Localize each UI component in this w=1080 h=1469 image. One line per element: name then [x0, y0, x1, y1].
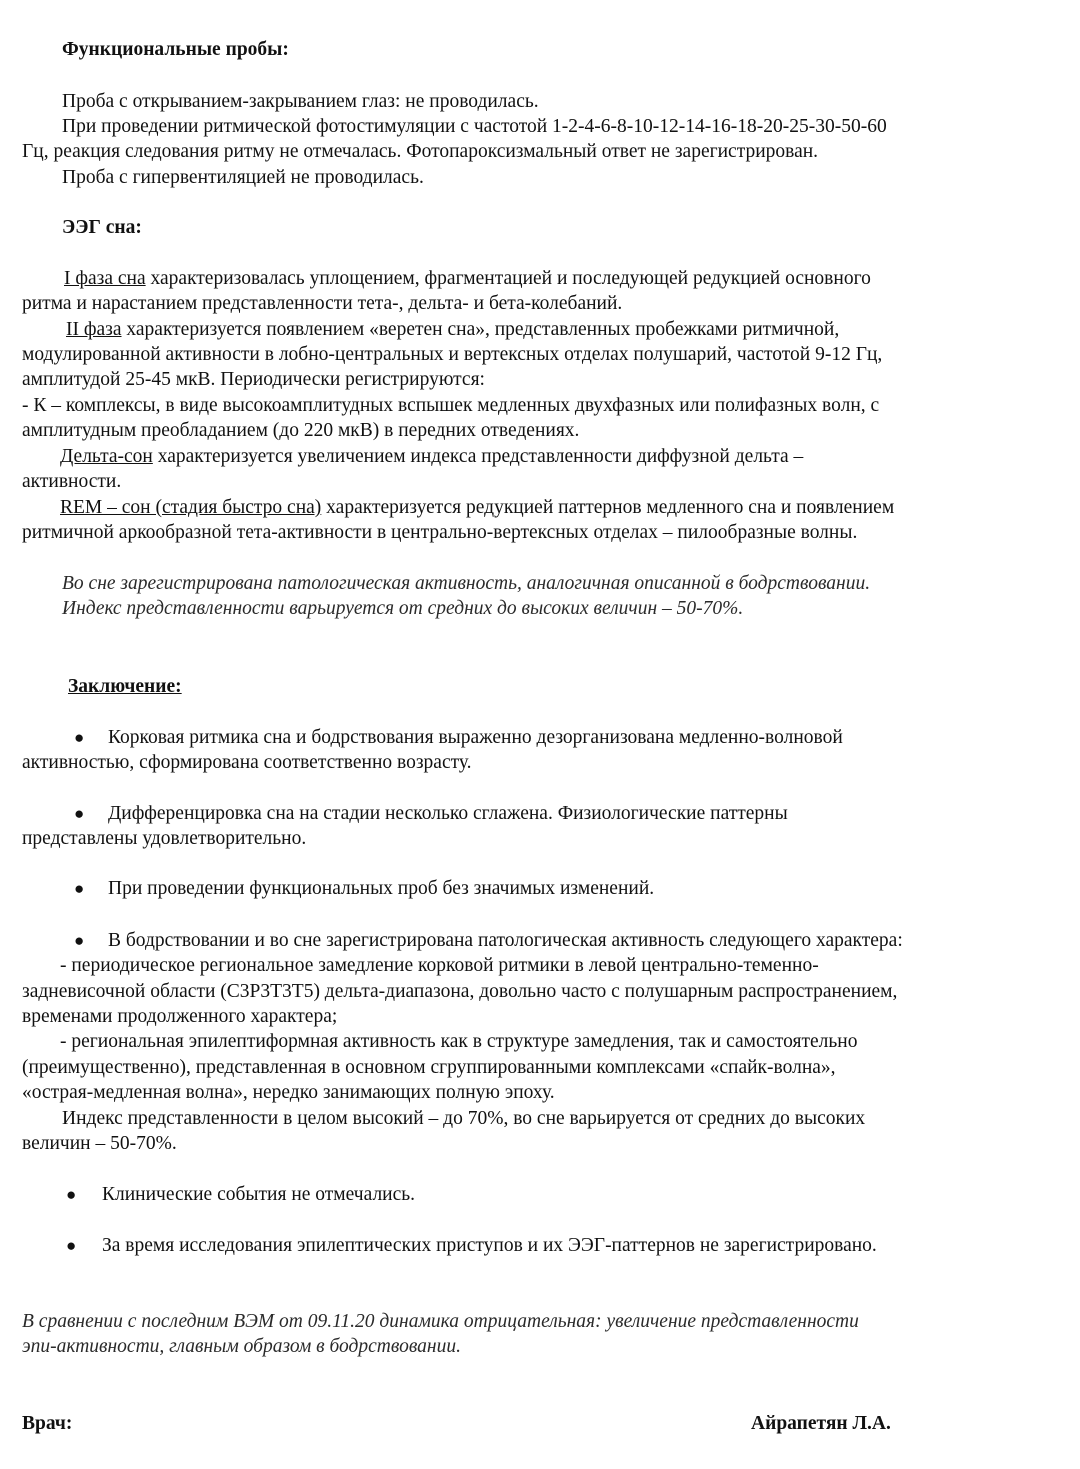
conclusion-item-4-line-3: задневисочной области (С3Р3Т3Т5) дельта-диапазона, довольно часто с полушарным распространением,	[22, 981, 898, 1002]
rem-line-1	[60, 496, 894, 520]
conclusion-item-4-line-9: величин – 50-70%.	[22, 1133, 177, 1154]
comparison-line-1: В сравнении с последним ВЭМ от 09.11.20 динамика отрицательная: увеличение представленности	[22, 1311, 859, 1332]
phase1-text: характеризовалась уплощением, фрагментацией и последующей редукцией основного	[145, 268, 871, 289]
phase2-line-1	[66, 318, 839, 342]
conclusion-item-4-line-4: временами продолженного характера;	[22, 1006, 338, 1027]
kcomplex-line-2: амплитудным преобладанием (до 220 мкВ) в передних отведениях.	[22, 420, 580, 441]
conclusion-item-4-line-2: - периодическое региональное замедление корковой ритмики в левой центрально-теменно-	[60, 955, 819, 976]
conclusion-item-2-line-2: представлены удовлетворительно.	[22, 828, 307, 849]
delta-line-1	[60, 445, 803, 469]
rem-text: характеризуется редукцией паттернов медленного сна и появлением	[321, 497, 895, 518]
delta-text: характеризуется увеличением индекса представленности диффузной дельта –	[152, 446, 804, 467]
phase1-line-1	[64, 267, 871, 291]
conclusion-item-5-line-1: Клинические события не отмечались.	[102, 1184, 416, 1205]
conclusion-item-1-line-1: Корковая ритмика сна и бодрствования выраженно дезорганизована медленно-волновой	[108, 727, 843, 748]
conclusion-item-2-line-1: Дифференцировка сна на стадии несколько сглажена. Физиологические паттерны	[108, 803, 788, 824]
delta-label: Дельта-сон	[60, 446, 153, 467]
bullet-1: ●	[74, 728, 85, 747]
rem-label: REM – сон (стадия быстро сна)	[60, 497, 322, 518]
conclusion-item-4-line-1: В бодрствовании и во сне зарегистрирована патологическая активность следующего характера:	[108, 930, 903, 951]
conclusion-item-4-line-7: «острая-медленная волна», нередко занимающих полную эпоху.	[22, 1082, 555, 1103]
conclusion-item-4-line-8: Индекс представленности в целом высокий – до 70%, во сне варьируется от средних до высоких	[62, 1108, 866, 1129]
comparison-line-2: эпи-активности, главным образом в бодрствовании.	[22, 1336, 461, 1357]
sleep-eeg-heading: ЭЭГ сна:	[62, 217, 142, 238]
phase1-label: I фаза сна	[64, 268, 146, 289]
bullet-5: ●	[66, 1185, 77, 1204]
doctor-name: Айрапетян Л.А.	[751, 1413, 891, 1434]
bullet-6: ●	[66, 1236, 77, 1255]
phase2-line-3: амплитудой 25-45 мкВ. Периодически регистрируются:	[22, 369, 485, 390]
rem-line-2: ритмичной аркообразной тета-активности в центрально-вертексных отделах – пилообразные волны.	[22, 522, 858, 543]
bullet-4: ●	[74, 931, 85, 950]
hypervent-text: Проба с гипервентиляцией не проводилась.	[62, 167, 424, 188]
eyes-test-text: Проба с открыванием-закрыванием глаз: не проводилась.	[62, 91, 539, 112]
conclusion-item-3-line-1: При проведении функциональных проб без значимых изменений.	[108, 878, 655, 899]
sleep-italic-line-2: Индекс представленности варьируется от средних до высоких величин – 50-70%.	[62, 598, 744, 619]
conclusion-item-4-line-5: - региональная эпилептиформная активность как в структуре замедления, так и самостоятельно	[60, 1031, 858, 1052]
bullet-2: ●	[74, 804, 85, 823]
conclusion-item-1-line-2: активностью, сформирована соответственно возрасту.	[22, 752, 472, 773]
photostim-text-line-2: Гц, реакция следования ритму не отмечалась. Фотопароксизмальный ответ не зарегистрирован.	[22, 141, 819, 162]
phase2-label: II фаза	[66, 319, 122, 340]
conclusion-item-4-line-6: (преимущественно), представленная в основном сгруппированными комплексами «спайк-волна»,	[22, 1057, 836, 1078]
func-tests-heading: Функциональные пробы:	[62, 39, 289, 60]
delta-line-2: активности.	[22, 471, 122, 492]
phase1-line-2: ритма и нарастанием представленности тета-, дельта- и бета-колебаний.	[22, 293, 623, 314]
kcomplex-line-1: - К – комплексы, в виде высокоамплитудных вспышек медленных двухфазных или полифазных волн, с	[22, 395, 880, 416]
conclusion-item-6-line-1: За время исследования эпилептических приступов и их ЭЭГ-паттернов не зарегистрировано.	[102, 1235, 877, 1256]
photostim-text-line-1: При проведении ритмической фотостимуляции с частотой 1-2-4-6-8-10-12-14-16-18-20-25-30-50-60	[62, 116, 887, 137]
bullet-3: ●	[74, 879, 85, 898]
phase2-text: характеризуется появлением «веретен сна», представленных пробежками ритмичной,	[121, 319, 840, 340]
doctor-label: Врач:	[22, 1413, 73, 1434]
sleep-italic-line-1: Во сне зарегистрирована патологическая активность, аналогичная описанной в бодрствовании.	[62, 573, 871, 594]
phase2-line-2: модулированной активности в лобно-центральных и вертексных отделах полушарий, частотой 9-12 Гц,	[22, 344, 883, 365]
conclusion-heading: Заключение:	[68, 676, 182, 697]
